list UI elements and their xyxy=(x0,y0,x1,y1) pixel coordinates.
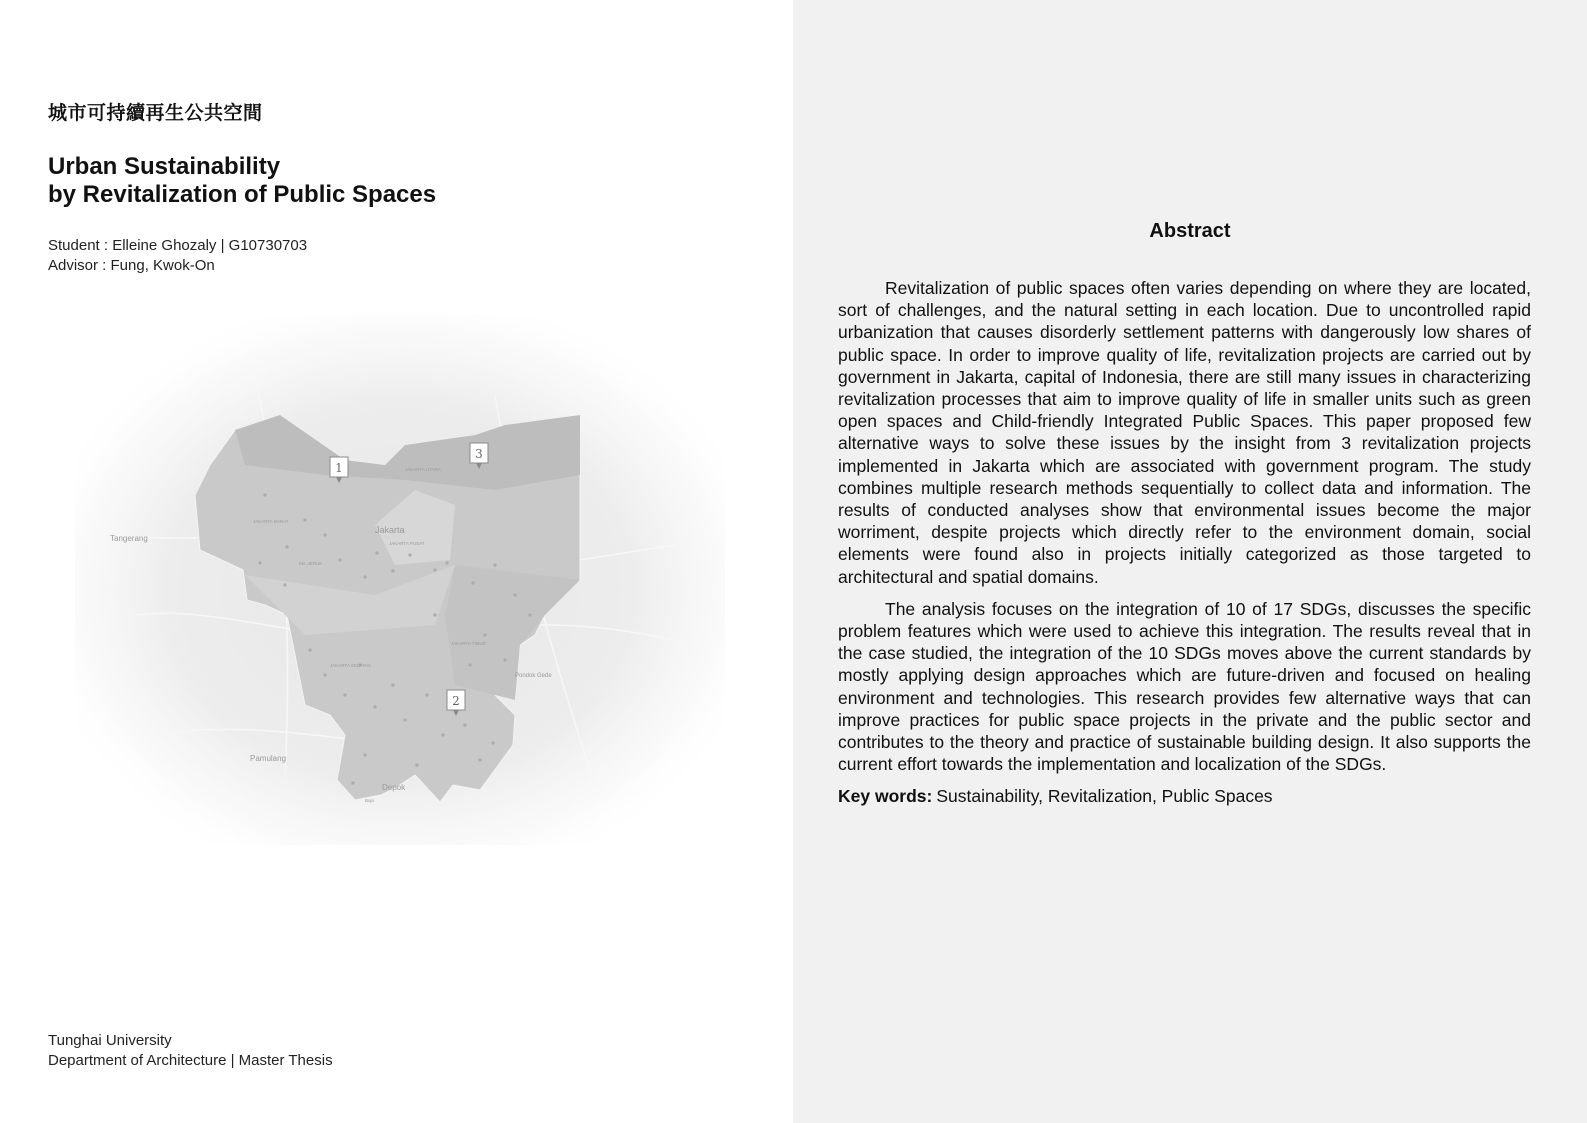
label-depok: Depok xyxy=(382,783,406,792)
label-jakarta-pusat: JAKARTA PUSAT xyxy=(389,541,425,546)
jakarta-map-svg xyxy=(75,315,725,845)
label-jakarta: Jakarta xyxy=(375,525,405,535)
marker-3-label: 3 xyxy=(475,447,483,461)
abstract-body xyxy=(838,277,1531,807)
label-jakarta-timur: JAKARTA TIMUR xyxy=(451,641,487,646)
keywords xyxy=(838,785,1531,807)
student-line: Student : Elleine Ghozaly | G10730703 xyxy=(48,237,308,254)
label-pondok-gede: Pondok Gede xyxy=(515,673,552,679)
advisor-line: Advisor : Fung, Kwok-On xyxy=(48,257,215,274)
university-name: Tunghai University xyxy=(48,1032,172,1049)
label-jakarta-selatan: JAKARTA SELATAN xyxy=(330,663,371,668)
marker-1-label: 1 xyxy=(335,461,343,475)
abstract-paragraph-2: The analysis focuses on the integration of 10 of 17 SDGs, discusses the specific problem features which were used to achieve this integration. The results reveal that in the case studied, the integration of the 10 SDGs moves above the current standards by mostly applying design approaches which are future-driven and focused on healing environment and technologies. This research provides few alternative ways that can improve practices for public space projects in the private and the public sector and contributes to the theory and practice of sustainable building design. It also supports the current effort towards the implementation and localization of the SDGs. xyxy=(838,598,1531,775)
marker-2-label: 2 xyxy=(452,694,460,708)
label-pamulang: Pamulang xyxy=(250,754,287,763)
jakarta-map xyxy=(75,315,725,845)
label-bogor: Bojo xyxy=(365,798,375,803)
thesis-title xyxy=(48,153,436,209)
author-meta xyxy=(48,236,307,276)
abstract-panel xyxy=(793,0,1587,1123)
footer-affiliation xyxy=(48,1031,333,1071)
department-line: Department of Architecture | Master Thesis xyxy=(48,1052,333,1069)
thesis-title-line-2: by Revitalization of Public Spaces xyxy=(48,181,437,208)
chinese-title: 城市可持續再生公共空間 xyxy=(48,102,263,124)
keywords-value: Sustainability, Revitalization, Public Spaces xyxy=(936,786,1273,807)
abstract-heading: Abstract xyxy=(1149,220,1231,242)
thesis-title-line-1: Urban Sustainability xyxy=(48,153,281,180)
cover-left-panel xyxy=(0,0,793,1123)
label-kebon-jeruk: KB. JERUK xyxy=(299,561,323,566)
label-jakarta-utara: JAKARTA UTARA xyxy=(405,467,441,472)
keywords-label: Key words: xyxy=(838,786,933,807)
label-tangerang: Tangerang xyxy=(110,534,148,543)
abstract-paragraph-1: Revitalization of public spaces often varies depending on where they are located, sort of challenges, and the natural setting in each location. Due to uncontrolled rapid urbanization that causes disorderly settlement patterns with dangerously low shares of public space. In order to improve quality of life, revitalization projects are carried out by government in Jakarta, capital of Indonesia, there are still many issues in characterizing revitalization processes that aim to improve quality of life in smaller units such as green open spaces and Child-friendly Integrated Public Spaces. This paper proposed few alternative ways to solve these issues by the insight from 3 revitalization projects implemented in Jakarta which are associated with government program. The study combines multiple research methods sequentially to collect data and information. The results of conducted analyses show that environmental issues become the major worriment, despite projects which directly refer to the environment domain, social elements were found also in projects initially categorized as those targeted to architectural and spatial domains. xyxy=(838,278,1531,587)
label-jakarta-barat: JAKARTA BARAT xyxy=(253,519,289,524)
